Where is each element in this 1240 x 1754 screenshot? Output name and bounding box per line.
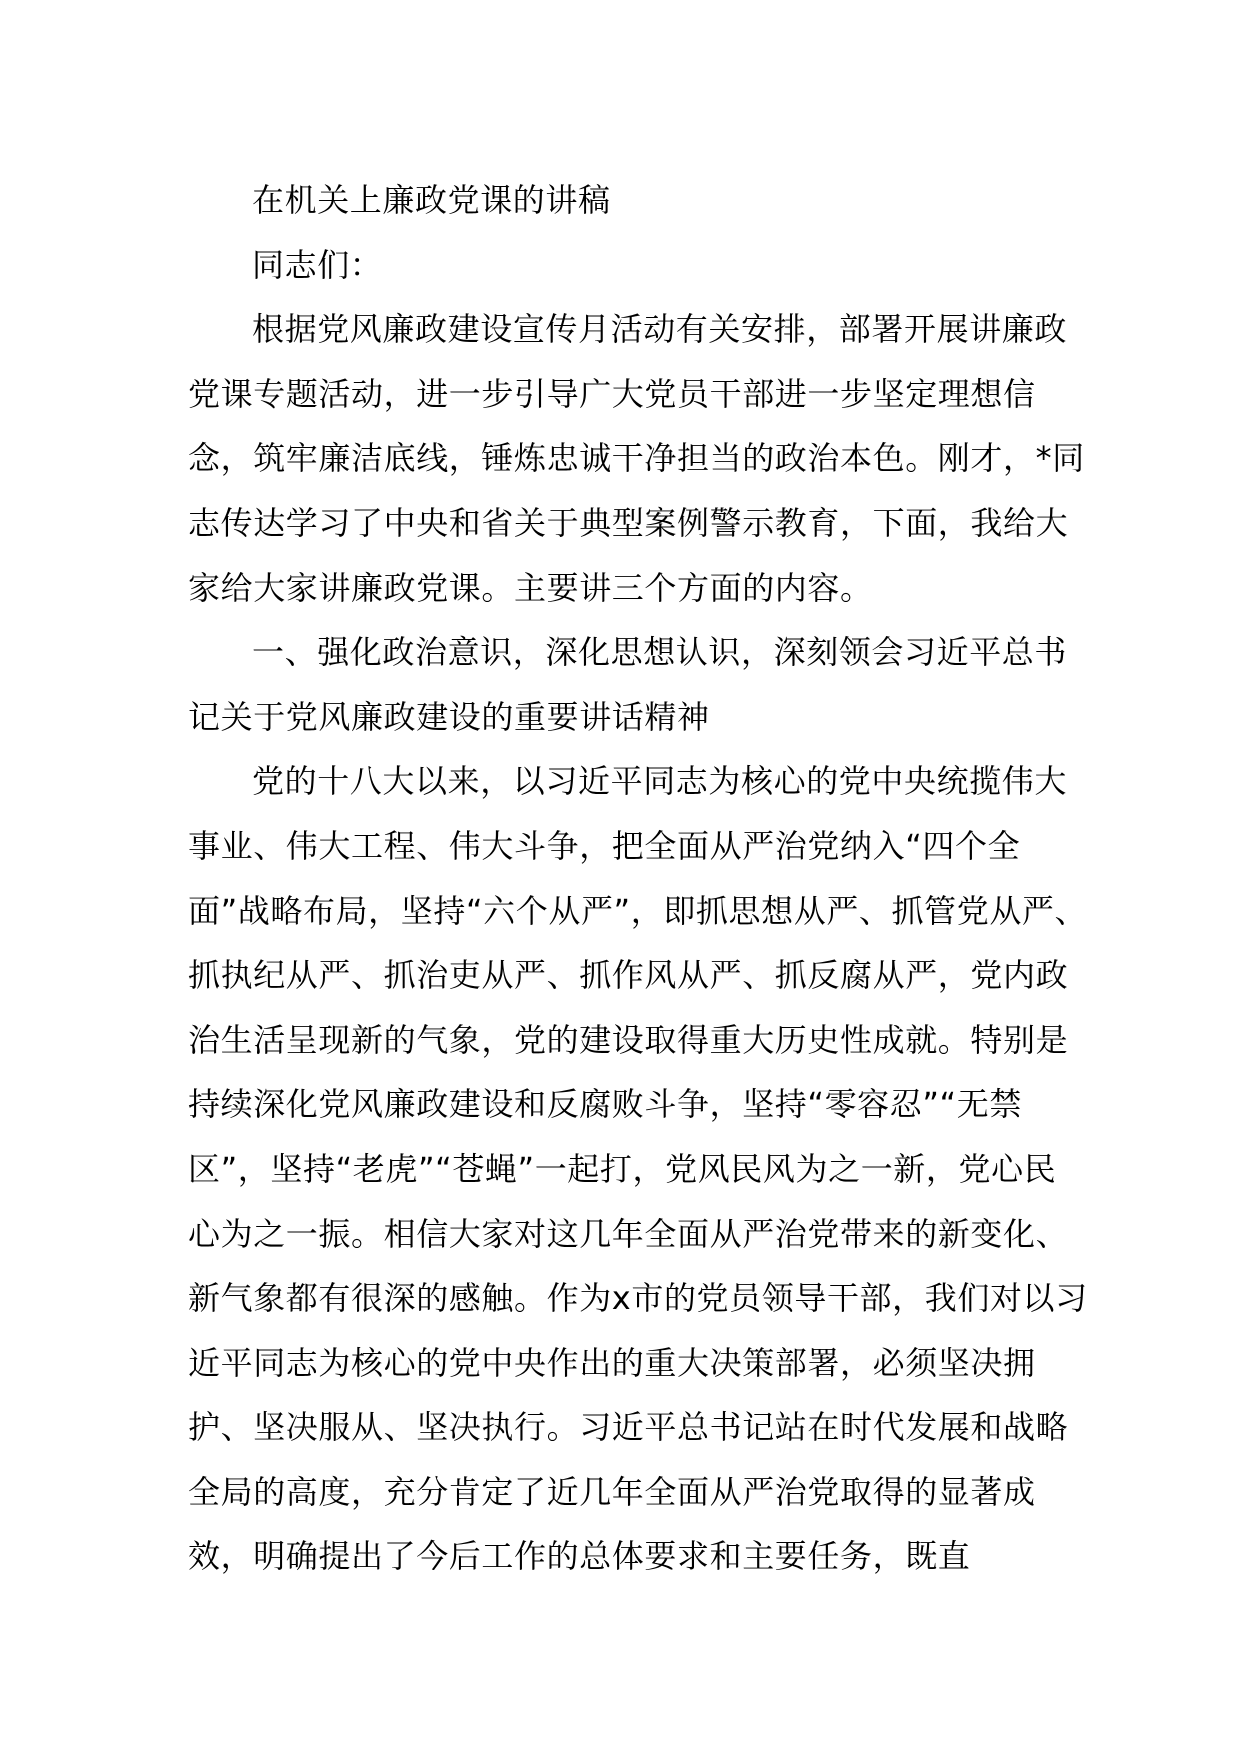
paragraph-intro: 根据党风廉政建设宣传月活动有关安排，部署开展讲廉政党课专题活动，进一步引导广大党员干部进一步坚定理想信念，筑牢廉洁底线，锤炼忠诚干净担当的政治本色。刚才，*同志传达学习了中央和省关于典型案例警示教育，下面，我给大家给大家讲廉政党课。主要讲三个方面的内容。	[188, 310, 1085, 607]
paragraph-body: 党的十八大以来，以习近平同志为核心的党中央统揽伟大事业、伟大工程、伟大斗争，把全面从严治党纳入“四个全面”战略布局，坚持“六个从严”，即抓思想从严、抓管党从严、抓执纪从严、抓治吏从严、抓作风从严、抓反腐从严，党内政治生活呈现新的气象，党的建设取得重大历史性成就。特别是持续深化党风廉政建设和反腐败斗争，坚持“零容忍”“无禁区”，坚持“老虎”“苍蝇”一起打，党风民风为之一新，党心民心为之一振。相信大家对这几年全面从严治党带来的新变化、新气象都有很深的感触。作为x市的党员领导干部，我们对以习近平同志为核心的党中央作出的重大决策部署，必须坚决拥护、坚决服从、坚决执行。习近平总书记站在时代发展和战略全局的高度，充分肯定了近几年全面从严治党取得的显著成效，明确提出了今后工作的总体要求和主要任务，既直	[188, 762, 1088, 1576]
section-heading-1: 一、强化政治意识，深化思想认识，深刻领会习近平总书记关于党风廉政建设的重要讲话精神	[188, 633, 1068, 736]
salutation: 同志们：	[252, 245, 383, 284]
document-body	[188, 168, 1088, 1589]
document-title: 在机关上廉政党课的讲稿	[252, 181, 611, 219]
